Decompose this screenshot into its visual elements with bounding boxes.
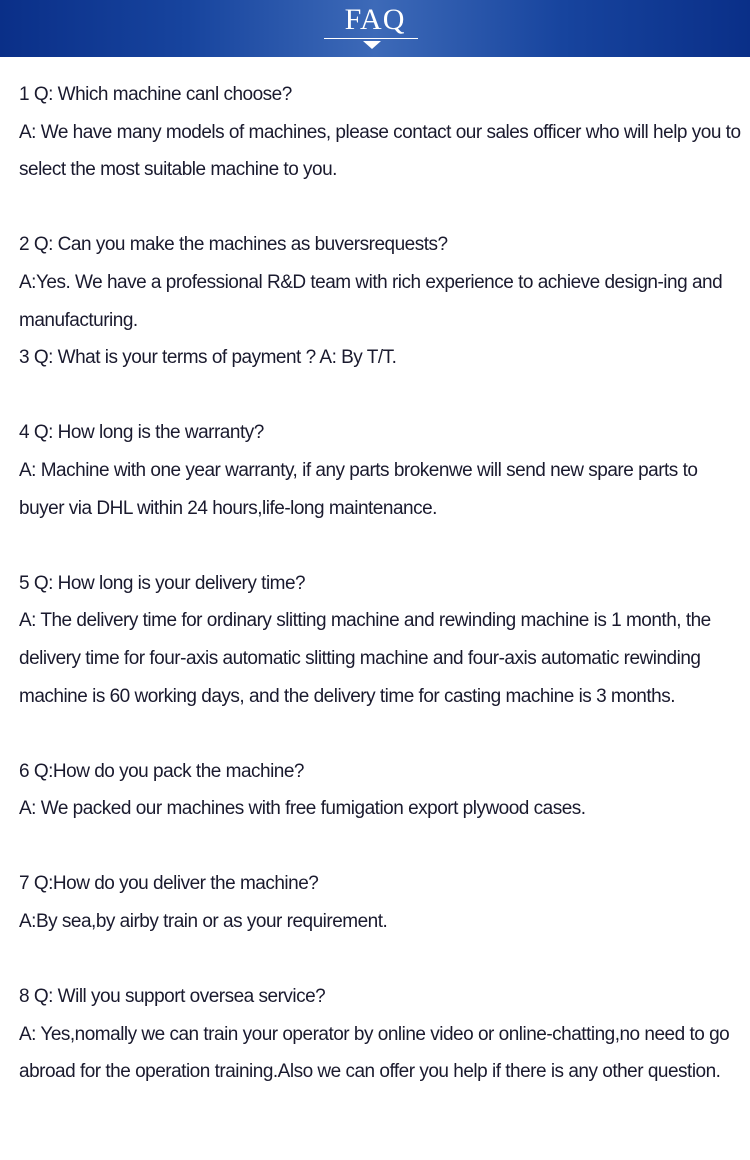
- faq-question: 8 Q: Will you support oversea service?: [19, 986, 326, 1008]
- faq-question: 4 Q: How long is the warranty?: [19, 422, 264, 444]
- faq-item-7: [19, 865, 745, 940]
- faq-answer: A: Yes,nomally we can train your operator by online video or online-chatting,no need to go abroad for the operation training.Also we can offer you help if there is any other question.: [19, 1023, 730, 1083]
- chevron-down-icon: [363, 41, 381, 49]
- faq-question: 2 Q: Can you make the machines as buversrequests?: [19, 234, 448, 256]
- faq-item-8: [19, 978, 745, 1091]
- faq-item-1: [19, 76, 745, 189]
- faq-answer: A:Yes. We have a professional R&D team with rich experience to achieve design-ing and manufacturing.: [19, 271, 723, 331]
- faq-item-4: [19, 414, 745, 527]
- faq-item-2: [19, 226, 745, 339]
- title-underline: [324, 38, 418, 39]
- faq-answer: A: The delivery time for ordinary slitting machine and rewinding machine is 1 month, the delivery time for four-axis automatic slitting machine and four-axis automatic rewinding machine is 60 working days, and the delivery time for casting machine is 3 months.: [19, 610, 711, 707]
- faq-question: 5 Q: How long is your delivery time?: [19, 572, 306, 594]
- faq-item-6: [19, 753, 745, 828]
- page-title: FAQ: [344, 3, 406, 36]
- faq-question: 7 Q:How do you deliver the machine?: [19, 873, 319, 895]
- faq-item-5: [19, 565, 745, 715]
- faq-header: [0, 0, 750, 57]
- faq-answer: A: Machine with one year warranty, if any parts brokenwe will send new spare parts to buyer via DHL within 24 hours,life-long maintenance.: [19, 459, 698, 519]
- faq-question: 3 Q: What is your terms of payment ? A: By T/T.: [19, 347, 397, 369]
- faq-question: 6 Q:How do you pack the machine?: [19, 760, 305, 782]
- faq-list: [19, 76, 745, 1091]
- faq-answer: A: We packed our machines with free fumigation export plywood cases.: [19, 798, 586, 820]
- faq-answer: A:By sea,by airby train or as your requirement.: [19, 911, 388, 933]
- faq-answer: A: We have many models of machines, please contact our sales officer who will help you to select the most suitable machine to you.: [19, 121, 741, 181]
- faq-item-3: [19, 339, 745, 377]
- faq-question: 1 Q: Which machine canl choose?: [19, 84, 292, 105]
